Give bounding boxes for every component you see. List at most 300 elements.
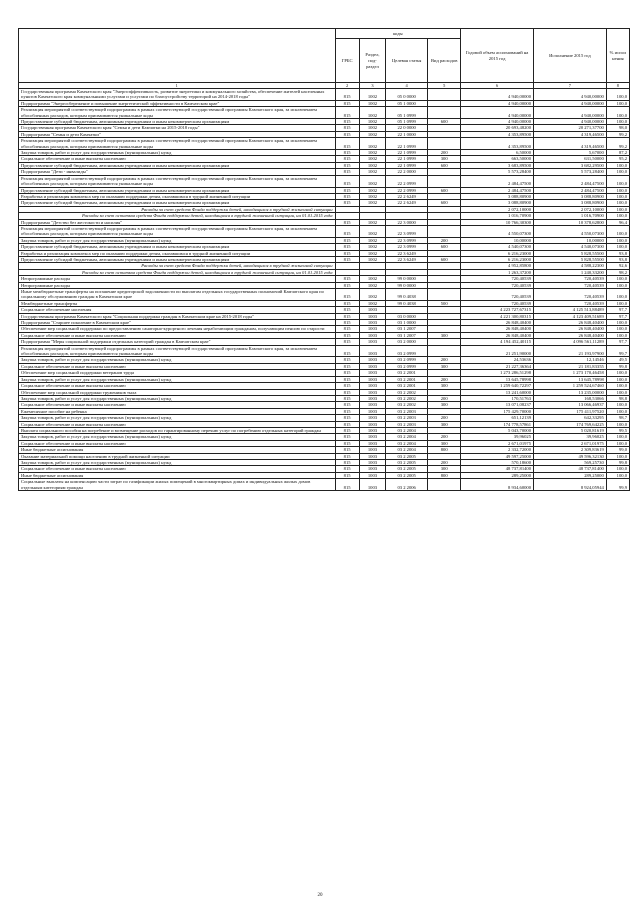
column-index: 3 — [359, 83, 385, 89]
row-pct: 100,0 — [606, 193, 629, 199]
row-grbs: 815 — [335, 339, 359, 345]
row-name: Реализация мероприятий соответствующей подпрограммы в рамках соответствующей государственной программы Камчатского края, за исключением обособленных расходов, которым присваиваются уникальные коды — [19, 138, 336, 150]
row-target: 22 2 0000 — [386, 169, 428, 175]
row-exec: 5 828,55500 — [534, 256, 607, 262]
row-pct: 100,0 — [606, 453, 629, 459]
row-plan: 3 088,80900 — [461, 200, 534, 206]
row-exec: 720,40539 — [534, 289, 607, 301]
row-vid: 300 — [428, 383, 461, 389]
row-grbs: 815 — [335, 370, 359, 376]
row-razdel: 1002 — [359, 237, 385, 243]
row-exec: 5 573,28400 — [534, 169, 607, 175]
row-exec: 4 550,07300 — [534, 225, 607, 237]
row-target: 22 2 0999 — [386, 187, 428, 193]
row-plan: 4 940,00000 — [461, 89, 534, 101]
row-target: 03 2 2004 — [386, 434, 428, 440]
row-razdel: 1002 — [359, 300, 385, 306]
row-plan: 6 216,23000 — [461, 250, 534, 256]
row-name: Реализация мероприятий соответствующей подпрограммы в рамках соответствующей государственной программы Камчатского края, за исключением обособленных расходов, которым присваиваются уникальные коды — [19, 345, 336, 357]
row-target: 03 2 2005 — [386, 453, 428, 459]
row-pct: 100,0 — [606, 175, 629, 187]
row-plan: 4 952,85800 — [461, 263, 534, 269]
column-index: 4 — [386, 83, 428, 89]
row-vid — [428, 89, 461, 101]
row-razdel: 1003 — [359, 320, 385, 326]
row-grbs: 815 — [335, 459, 359, 465]
row-plan: 289,25000 — [461, 472, 534, 478]
row-vid: 800 — [428, 472, 461, 478]
row-razdel: 1002 — [359, 282, 385, 288]
row-plan: 4 194 452,40115 — [461, 339, 534, 345]
row-vid: 300 — [428, 156, 461, 162]
row-pct: 100,0 — [606, 376, 629, 382]
row-razdel: 1003 — [359, 389, 385, 395]
row-name: Закупка товаров, работ и услуг для государственных (муниципальных) нужд — [19, 434, 336, 440]
row-razdel: 1003 — [359, 313, 385, 319]
row-exec: 289,25000 — [534, 472, 607, 478]
row-grbs: 815 — [335, 383, 359, 389]
row-plan: 4 540,07300 — [461, 244, 534, 250]
row-name: Иные бюджетные ассигнования — [19, 447, 336, 453]
row-plan: 4 550,07300 — [461, 225, 534, 237]
row-target: 22 1 0999 — [386, 156, 428, 162]
row-target: 03 2 2002 — [386, 389, 428, 395]
row-grbs: 815 — [335, 193, 359, 199]
row-plan: 6,50000 — [461, 150, 534, 156]
row-plan: 1 016,70900 — [461, 213, 534, 219]
row-exec: 3 088,80900 — [534, 200, 607, 206]
row-exec: 4 319,46500 — [534, 131, 607, 137]
row-grbs: 815 — [335, 453, 359, 459]
row-exec: 26 848,40400 — [534, 332, 607, 338]
row-grbs: 815 — [335, 289, 359, 301]
row-razdel: 1003 — [359, 339, 385, 345]
row-target: 03 2 0999 — [386, 357, 428, 363]
row-name: Подпрограмма "Меры социальной поддержки отдельных категорий граждан в Камчатском крае" — [19, 339, 336, 345]
row-razdel: 1003 — [359, 383, 385, 389]
row-name: Расходы за счет средств Фонда поддержки детей, находящихся в трудной жизненной ситуации — [19, 206, 336, 212]
row-target: 22 2 6249 — [386, 193, 428, 199]
row-exec: 175 411,97520 — [534, 408, 607, 414]
row-exec: 12,14546 — [534, 357, 607, 363]
row-pct: 49,5 — [606, 357, 629, 363]
row-plan: 4 221 300,80315 — [461, 313, 534, 319]
row-target: 22 3 6249 — [386, 250, 428, 256]
row-pct: 100,0 — [606, 332, 629, 338]
row-plan: 5 043,70000 — [461, 427, 534, 433]
row-plan: 6 216,23000 — [461, 256, 534, 262]
row-exec: 2 671,01975 — [534, 440, 607, 446]
row-exec: 10,00000 — [534, 237, 607, 243]
row-plan: 2 671,01975 — [461, 440, 534, 446]
row-exec: 2 484,47500 — [534, 187, 607, 193]
row-grbs: 815 — [335, 395, 359, 401]
row-grbs: 815 — [335, 119, 359, 125]
row-target: 03 2 2005 — [386, 459, 428, 465]
row-name: Предоставление субсидий бюджетным, автономным учреждениям и иным некоммерческим организациям — [19, 119, 336, 125]
row-name: Социальное обеспечение и иные выплаты населению — [19, 156, 336, 162]
row-name: Подпрограмма "Старшее поколение в Камчатском крае" — [19, 320, 336, 326]
row-grbs: 815 — [335, 138, 359, 150]
row-exec: 720,40539 — [534, 300, 607, 306]
row-exec: 48 737,81400 — [534, 466, 607, 472]
row-name: Социальное обеспечение населения — [19, 307, 336, 313]
row-plan: 2 332,72000 — [461, 447, 534, 453]
row-vid: 300 — [428, 363, 461, 369]
row-exec: 10 378,62800 — [534, 219, 607, 225]
row-razdel: 1002 — [359, 193, 385, 199]
header-target: Целевая статья — [386, 39, 428, 83]
table-row — [19, 479, 630, 491]
row-grbs: 815 — [335, 131, 359, 137]
row-pct: 100,0 — [606, 162, 629, 168]
row-razdel: 1002 — [359, 289, 385, 301]
row-vid: 200 — [428, 434, 461, 440]
row-exec: 4 940,00000 — [534, 89, 607, 101]
header-plan: Годовой объем ассигнований на 2015 год — [461, 29, 534, 83]
row-target: 03 1 0000 — [386, 320, 428, 326]
row-razdel: 1003 — [359, 421, 385, 427]
row-razdel: 1002 — [359, 162, 385, 168]
row-plan: 39,96025 — [461, 434, 534, 440]
row-razdel: 1002 — [359, 225, 385, 237]
row-pct: 97,7 — [606, 307, 629, 313]
row-name: Закупка товаров, работ и услуг для государственных (муниципальных) нужд — [19, 395, 336, 401]
row-grbs: 815 — [335, 244, 359, 250]
row-plan: 170,51763 — [461, 395, 534, 401]
row-name: Обеспечение мер социальной поддержки тружеников тыла — [19, 389, 336, 395]
row-grbs: 815 — [335, 389, 359, 395]
header-exec: Исполнение 2015 год — [534, 29, 607, 83]
row-exec: 4 940,00000 — [534, 119, 607, 125]
row-name: Разработка и реализация комплекса мер по оказанию поддержки детям, оказавшимся в трудной жизненной ситуации — [19, 193, 336, 199]
row-grbs: 815 — [335, 402, 359, 408]
row-pct: 100,0 — [606, 289, 629, 301]
row-pct: 92,6 — [606, 263, 629, 269]
row-pct: 100,0 — [606, 119, 629, 125]
row-pct: 99,7 — [606, 345, 629, 357]
row-name: Подпрограмма "Энергосбережение и повышение энергетической эффективности в Камчатском крае" — [19, 100, 336, 106]
row-vid — [428, 175, 461, 187]
row-name: Социальное обеспечение и иные выплаты населению — [19, 332, 336, 338]
row-plan: 10 766,30300 — [461, 219, 534, 225]
row-vid — [428, 107, 461, 119]
row-pct: 99,2 — [606, 138, 629, 150]
row-pct: 99,0 — [606, 447, 629, 453]
row-name: Предоставление субсидий бюджетным, автономным учреждениям и иным некоммерческим организациям — [19, 256, 336, 262]
row-name: Реализация мероприятий соответствующей подпрограммы в рамках соответствующей государственной программы Камчатского края, за исключением обособленных расходов, которым присваиваются уникальные коды — [19, 225, 336, 237]
row-target: 03 2 2003 — [386, 415, 428, 421]
row-plan: 10,00000 — [461, 237, 534, 243]
row-exec: 642,33295 — [534, 415, 607, 421]
row-grbs: 815 — [335, 187, 359, 193]
row-name: Непрограммные расходы — [19, 282, 336, 288]
row-exec: 720,40539 — [534, 276, 607, 282]
row-plan: 20 693,48200 — [461, 125, 534, 131]
row-grbs: 815 — [335, 479, 359, 491]
row-vid — [428, 479, 461, 491]
row-plan: 5 573,28400 — [461, 169, 534, 175]
row-target: 22 1 0000 — [386, 131, 428, 137]
row-name: Предоставление субсидий бюджетным, автономным учреждениям и иным некоммерческим организациям — [19, 200, 336, 206]
row-exec: 39,96025 — [534, 434, 607, 440]
row-plan: 720,40539 — [461, 282, 534, 288]
row-razdel: 1002 — [359, 250, 385, 256]
row-target: 03 2 2002 — [386, 395, 428, 401]
row-grbs: 815 — [335, 421, 359, 427]
row-exec: 2 072,10000 — [534, 206, 607, 212]
row-pct: 100,0 — [606, 300, 629, 306]
row-vid — [428, 345, 461, 357]
row-exec: 4 125 513,88489 — [534, 307, 607, 313]
row-target: 03 1 2007 — [386, 326, 428, 332]
row-razdel: 1002 — [359, 187, 385, 193]
row-pct: 100,0 — [606, 389, 629, 395]
row-target: 22 2 0999 — [386, 175, 428, 187]
row-razdel: 1002 — [359, 244, 385, 250]
row-razdel: 1002 — [359, 150, 385, 156]
row-target: 03 1 2007 — [386, 332, 428, 338]
row-plan: 4 940,00000 — [461, 107, 534, 119]
row-grbs: 815 — [335, 282, 359, 288]
row-plan: 1 263,37200 — [461, 269, 534, 275]
row-target: 03 2 0999 — [386, 345, 428, 357]
row-grbs: 815 — [335, 415, 359, 421]
table-row — [19, 107, 630, 119]
row-exec: 631,50000 — [534, 156, 607, 162]
row-grbs: 815 — [335, 434, 359, 440]
row-vid: 300 — [428, 440, 461, 446]
row-pct: 100,0 — [606, 421, 629, 427]
row-pct: 100,0 — [606, 320, 629, 326]
row-grbs: 815 — [335, 276, 359, 282]
row-vid: 600 — [428, 162, 461, 168]
row-razdel: 1003 — [359, 472, 385, 478]
row-grbs: 815 — [335, 440, 359, 446]
row-name: Предоставление субсидий бюджетным, автономным учреждениям и иным некоммерческим организациям — [19, 187, 336, 193]
row-target: 99 0 0000 — [386, 282, 428, 288]
row-grbs: 815 — [335, 408, 359, 414]
row-exec: 2 309,83619 — [534, 447, 607, 453]
row-grbs: 815 — [335, 156, 359, 162]
row-name: Разработка и реализация комплекса мер по оказанию поддержки детям, оказавшимся в трудной жизненной ситуации — [19, 250, 336, 256]
row-exec: 1 016,70900 — [534, 213, 607, 219]
row-razdel: 1003 — [359, 447, 385, 453]
row-razdel: 1002 — [359, 219, 385, 225]
row-plan: 720,40539 — [461, 276, 534, 282]
header-vid: Вид расходов — [428, 39, 461, 83]
row-target: 22 0 0000 — [386, 125, 428, 131]
row-exec: 5,67000 — [534, 150, 607, 156]
row-razdel: 1002 — [359, 256, 385, 262]
row-plan: 2 484,47500 — [461, 187, 534, 193]
row-target: 22 1 0999 — [386, 162, 428, 168]
row-pct: 98,2 — [606, 269, 629, 275]
row-pct: 100,0 — [606, 383, 629, 389]
row-pct: 100,0 — [606, 466, 629, 472]
row-vid: 200 — [428, 150, 461, 156]
header-razdel: Раздел, под- раздел — [359, 39, 385, 83]
row-grbs: 815 — [335, 300, 359, 306]
row-grbs: 815 — [335, 107, 359, 119]
row-plan: 48 737,81400 — [461, 466, 534, 472]
row-grbs: 815 — [335, 200, 359, 206]
table-body — [19, 89, 630, 491]
row-name: Социальное обеспечение и иные выплаты населению — [19, 363, 336, 369]
row-vid: 600 — [428, 256, 461, 262]
row-exec: 569,25730 — [534, 459, 607, 465]
row-target: 99 0 4038 — [386, 300, 428, 306]
row-pct: 100,0 — [606, 244, 629, 250]
row-plan: 4 353,89500 — [461, 131, 534, 137]
row-name: Иные бюджетные ассигнования — [19, 472, 336, 478]
row-razdel: 1003 — [359, 453, 385, 459]
row-exec: 4 940,00000 — [534, 100, 607, 106]
row-grbs: 815 — [335, 320, 359, 326]
row-pct: 98,8 — [606, 395, 629, 401]
row-pct: 98,0 — [606, 125, 629, 131]
row-pct: 100,0 — [606, 206, 629, 212]
row-name: Расходы за счет остатков средств Фонда поддержки детей, находящихся в трудной жизненной ситуации, на 01.01.2015 года — [19, 213, 336, 219]
row-grbs: 815 — [335, 125, 359, 131]
row-name: Закупка товаров, работ и услуг для государственных (муниципальных) нужд — [19, 376, 336, 382]
row-razdel: 1002 — [359, 169, 385, 175]
row-exec: 3 088,80900 — [534, 193, 607, 199]
row-plan: 4 940,00000 — [461, 100, 534, 106]
row-pct: 87,2 — [606, 150, 629, 156]
row-pct: 100,0 — [606, 402, 629, 408]
row-razdel: 1003 — [359, 307, 385, 313]
row-plan: 2 484,47500 — [461, 175, 534, 187]
row-exec: 13 645,78998 — [534, 376, 607, 382]
row-vid: 300 — [428, 332, 461, 338]
row-razdel: 1002 — [359, 100, 385, 106]
row-target: 22 1 0999 — [386, 150, 428, 156]
row-razdel: 1003 — [359, 363, 385, 369]
row-grbs: 815 — [335, 447, 359, 453]
row-target: 03 0 0000 — [386, 313, 428, 319]
row-razdel: 1003 — [359, 434, 385, 440]
row-vid: 800 — [428, 447, 461, 453]
row-razdel: 1003 — [359, 326, 385, 332]
row-vid: 600 — [428, 244, 461, 250]
row-exec: 5 828,55500 — [534, 250, 607, 256]
row-razdel: 1003 — [359, 332, 385, 338]
row-vid: 300 — [428, 421, 461, 427]
table-row — [19, 89, 630, 101]
row-name: Государственная программа Камчатского края "Социальная поддержка граждан в Камчатском крае на 2015-2018 годы" — [19, 313, 336, 319]
row-pct: 100,0 — [606, 187, 629, 193]
row-vid: 200 — [428, 376, 461, 382]
row-exec: 4 123 409,51689 — [534, 313, 607, 319]
row-exec: 13 235,00000 — [534, 389, 607, 395]
row-razdel: 1003 — [359, 415, 385, 421]
row-razdel: 1003 — [359, 440, 385, 446]
row-plan: 4 940,00000 — [461, 119, 534, 125]
row-target: 99 0 4038 — [386, 289, 428, 301]
row-exec: 4 319,46500 — [534, 138, 607, 150]
row-plan: 2 072,10000 — [461, 206, 534, 212]
row-name: Социальные выплаты на компенсацию части затрат по газификации жилых помещений в многоквартирных домах и индивидуальных жилых домов отдельным категориям граждан — [19, 479, 336, 491]
row-grbs: 815 — [335, 313, 359, 319]
row-exec: 1 273 170,46458 — [534, 370, 607, 376]
row-target: 05 1 0999 — [386, 107, 428, 119]
row-pct: 99,2 — [606, 131, 629, 137]
row-razdel: 1003 — [359, 466, 385, 472]
row-plan: 651,12139 — [461, 415, 534, 421]
row-plan: 8 934,60000 — [461, 479, 534, 491]
header-codes: коды — [335, 29, 461, 39]
row-pct: 100,0 — [606, 213, 629, 219]
row-target: 22 2 6249 — [386, 200, 428, 206]
row-name: Предоставление субсидий бюджетным, автономным учреждениям и иным некоммерческим организациям — [19, 162, 336, 168]
row-exec: 2 484,47500 — [534, 175, 607, 187]
row-name: Подпрограмма "Семья и дети Камчатки" — [19, 131, 336, 137]
row-razdel: 1002 — [359, 89, 385, 101]
row-razdel: 1002 — [359, 156, 385, 162]
column-index: 7 — [534, 83, 607, 89]
row-razdel: 1003 — [359, 408, 385, 414]
budget-table — [18, 28, 630, 491]
row-razdel: 1003 — [359, 427, 385, 433]
row-razdel: 1003 — [359, 459, 385, 465]
row-target: 03 2 2004 — [386, 427, 428, 433]
row-name: Выплата социального пособия на погребение и возмещение расходов по гарантированному перечню услуг по погребению отдельных категорий граждан — [19, 427, 336, 433]
row-vid: 600 — [428, 187, 461, 193]
row-name: Закупка товаров, работ и услуг для государственных (муниципальных) нужд — [19, 459, 336, 465]
row-exec: 4 540,07300 — [534, 244, 607, 250]
page-number: 20 — [317, 893, 323, 898]
row-name: Социальное обеспечение и иные выплаты населению — [19, 402, 336, 408]
row-exec: 26 848,40400 — [534, 320, 607, 326]
row-target: 22 3 0000 — [386, 219, 428, 225]
header-name — [19, 29, 336, 83]
row-vid: 200 — [428, 357, 461, 363]
row-grbs: 815 — [335, 307, 359, 313]
row-exec: 4 588,22300 — [534, 263, 607, 269]
row-target: 03 2 2003 — [386, 421, 428, 427]
row-grbs: 815 — [335, 357, 359, 363]
row-name: Предоставление субсидий бюджетным, автономным учреждениям и иным некоммерческим организациям — [19, 244, 336, 250]
row-exec: 13 066,46937 — [534, 402, 607, 408]
row-plan: 175 429,70000 — [461, 408, 534, 414]
row-name: Социальное обеспечение и иные выплаты населению — [19, 383, 336, 389]
row-pct: 97,7 — [606, 339, 629, 345]
row-razdel: 1003 — [359, 402, 385, 408]
report-sheet — [18, 28, 630, 491]
row-name: Расходы за счет остатков средств Фонда поддержки детей, находящихся в трудной жизненной ситуации, на 01.01.2015 года — [19, 269, 336, 275]
row-name: Закупка товаров, работ и услуг для государственных (муниципальных) нужд — [19, 415, 336, 421]
row-name: Государственная программа Камчатского края "Энергоэффективность, развитие энергетики и коммунального хозяйства, обеспечение жителей населенных пунктов Камчатского края коммунальными услугами и услугами по благоустройству территорий на 2014-2018 годы" — [19, 89, 336, 101]
row-razdel: 1003 — [359, 370, 385, 376]
row-vid: 300 — [428, 466, 461, 472]
row-grbs: 815 — [335, 250, 359, 256]
row-target: 03 2 2005 — [386, 472, 428, 478]
row-plan: 49 597,25000 — [461, 453, 534, 459]
row-pct: 95,2 — [606, 156, 629, 162]
column-index: 8 — [606, 83, 629, 89]
row-razdel: 1002 — [359, 125, 385, 131]
row-pct: 100,0 — [606, 370, 629, 376]
row-name: Закупка товаров, работ и услуг для государственных (муниципальных) нужд — [19, 237, 336, 243]
row-plan: 13 071,08237 — [461, 402, 534, 408]
row-name: Оказание материальной помощи населению в трудной жизненной ситуации — [19, 453, 336, 459]
row-name: Социальное обеспечение и иные выплаты населению — [19, 421, 336, 427]
row-name: Обеспечение мер социальной поддержки по предоставлению санаторно-курортного лечения неработающим гражданам, получающим пенсию по старости — [19, 326, 336, 332]
row-plan: 26 848,40400 — [461, 332, 534, 338]
row-exec: 4 940,00000 — [534, 107, 607, 119]
row-razdel: 1003 — [359, 376, 385, 382]
